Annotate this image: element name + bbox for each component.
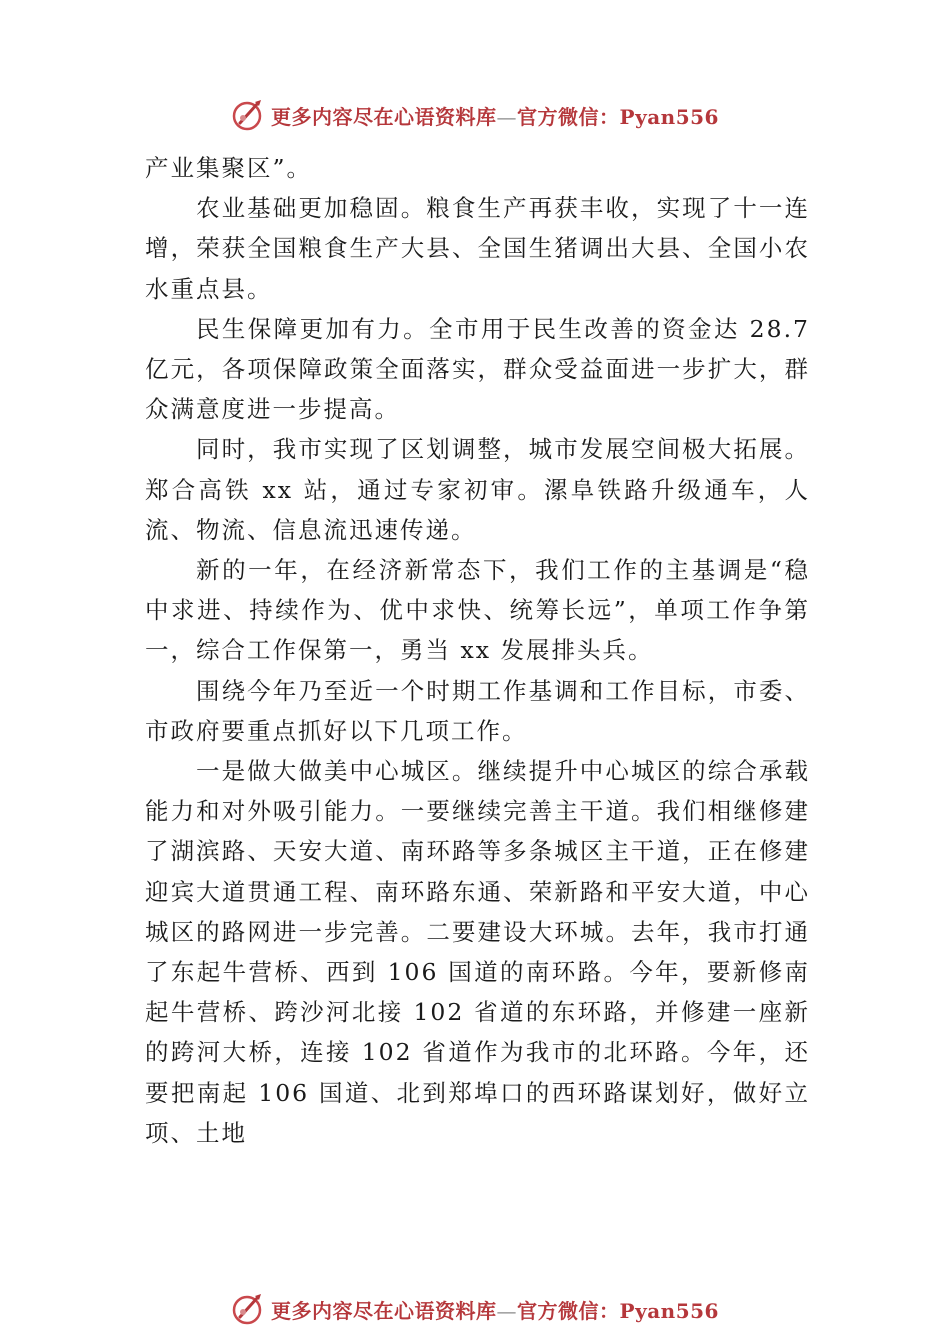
- header-banner-text: [271, 101, 719, 130]
- paragraph-new-year-keynote: 新的一年，在经济新常态下，我们工作的主基调是“稳中求进、持续作为、优中求快、统筹长远”，单项工作争第一，综合工作保第一，勇当 xx 发展排头兵。: [145, 556, 810, 665]
- footer-banner: [0, 1289, 950, 1329]
- paragraph-livelihood: 民生保障更加有力。全市用于民生改善的资金达 28.7 亿元，各项保障政策全面落实，群众受益面进一步扩大，群众满意度进一步提高。: [145, 314, 810, 424]
- document-body: [145, 148, 810, 1153]
- banner-separator: —: [496, 1298, 518, 1323]
- banner-main-text: 更多内容尽在心语资料库: [271, 104, 497, 129]
- paragraph-district-adjustment: 同时，我市实现了区划调整，城市发展空间极大拓展。郑合高铁 xx 站，通过专家初审。漯阜铁路升级通车，人流、物流、信息流迅速传递。: [145, 435, 810, 544]
- header-banner: [0, 95, 950, 135]
- paragraph-continuation: 产业集聚区”。: [145, 154, 313, 182]
- banner-wechat-id: Pyan556: [619, 1298, 719, 1323]
- footer-banner-text: [271, 1295, 719, 1324]
- pen-logo-icon: [231, 98, 265, 132]
- banner-separator: —: [496, 104, 518, 129]
- paragraph-agriculture: 农业基础更加稳固。粮食生产再获丰收，实现了十一连增，荣获全国粮食生产大县、全国生猪调出大县、全国小农水重点县。: [145, 194, 810, 303]
- banner-main-text: 更多内容尽在心语资料库: [271, 1298, 497, 1323]
- paragraph-key-tasks-intro: 围绕今年乃至近一个时期工作基调和工作目标，市委、市政府要重点抓好以下几项工作。: [145, 676, 810, 745]
- banner-wechat-id: Pyan556: [619, 104, 719, 129]
- banner-official-label: 官方微信：: [517, 104, 620, 129]
- pen-logo-icon: [231, 1292, 265, 1326]
- paragraph-central-city: 一是做大做美中心城区。继续提升中心城区的综合承载能力和对外吸引能力。一要继续完善主干道。我们相继修建了湖滨路、天安大道、南环路等多条城区主干道，正在修建迎宾大道贯通工程、南环路东通、荣新路和平安大道，中心城区的路网进一步完善。二要建设大环城。去年，我市打通了东起牛营桥、西到 106 国道的南环路。今年，要新修南起牛营桥、跨沙河北接 102 省道的东环路，并修建一座新的跨河大桥，连接 102 省道作为我市的北环路。今年，还要把南起 106 国道、北到郑埠口的西环路谋划好，做好立项、土地: [145, 757, 810, 1147]
- banner-official-label: 官方微信：: [517, 1298, 620, 1323]
